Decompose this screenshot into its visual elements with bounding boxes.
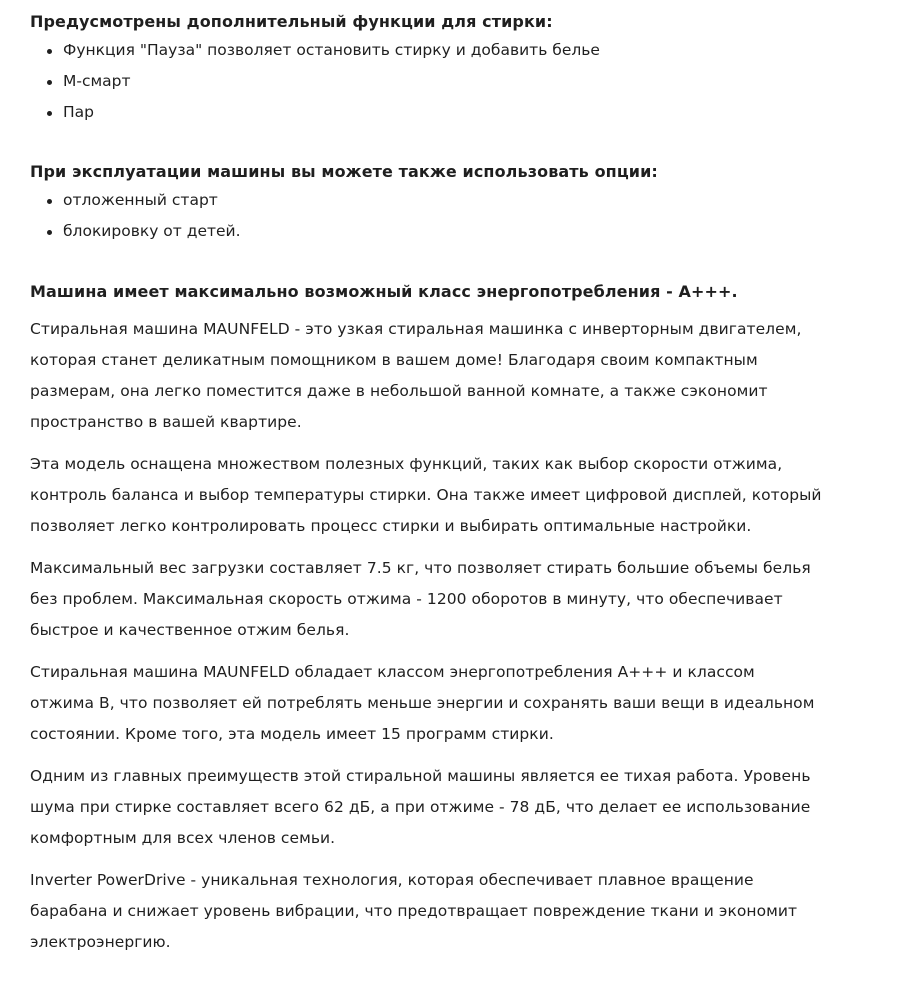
paragraph-line: электроэнергию.	[30, 933, 171, 951]
list-item: М-смарт	[63, 66, 911, 97]
paragraph-line: барабана и снижает уровень вибрации, что предотвращает повреждение ткани и экономит	[30, 902, 798, 920]
paragraph-line: Одним из главных преимуществ этой стиральной машины является ее тихая работа. Уровень	[30, 767, 811, 785]
paragraph-line: которая станет деликатным помощником в вашем доме! Благодаря своим компактным	[30, 351, 758, 369]
paragraph-line: быстрое и качественное отжим белья.	[30, 621, 350, 639]
paragraph	[30, 761, 911, 854]
options-list	[30, 185, 911, 247]
paragraph-line: шума при стирке составляет всего 62 дБ, а при отжиме - 78 дБ, что делает ее использование	[30, 798, 811, 816]
paragraph-line: Максимальный вес загрузки составляет 7.5 кг, что позволяет стирать большие объемы белья	[30, 559, 811, 577]
list-item: отложенный старт	[63, 185, 911, 216]
paragraph-line: отжима В, что позволяет ей потреблять меньше энергии и сохранять ваши вещи в идеальном	[30, 694, 815, 712]
paragraph	[30, 449, 911, 542]
paragraph-line: Стиральная машина MAUNFELD обладает классом энергопотребления А+++ и классом	[30, 663, 755, 681]
paragraph-line: позволяет легко контролировать процесс стирки и выбирать оптимальные настройки.	[30, 517, 752, 535]
paragraph	[30, 657, 911, 750]
paragraph-line: размерам, она легко поместится даже в небольшой ванной комнате, а также сэкономит	[30, 382, 768, 400]
paragraph-line: контроль баланса и выбор температуры стирки. Она также имеет цифровой дисплей, который	[30, 486, 822, 504]
features-heading: Предусмотрены дополнительный функции для стирки:	[30, 12, 553, 31]
paragraph-line: пространство в вашей квартире.	[30, 413, 302, 431]
paragraph-line: комфортным для всех членов семьи.	[30, 829, 336, 847]
paragraph-line: Стиральная машина MAUNFELD - это узкая стиральная машинка с инверторным двигателем,	[30, 320, 802, 338]
paragraph-line: без проблем. Максимальная скорость отжима - 1200 оборотов в минуту, что обеспечивает	[30, 590, 783, 608]
list-item: Пар	[63, 97, 911, 128]
paragraph	[30, 865, 911, 958]
energy-class-heading: Машина имеет максимально возможный класс энергопотребления - А+++.	[30, 282, 738, 301]
paragraph	[30, 553, 911, 646]
features-list	[30, 35, 911, 128]
paragraph-line: Inverter PowerDrive - уникальная технология, которая обеспечивает плавное вращение	[30, 871, 754, 889]
list-item: блокировку от детей.	[63, 216, 911, 247]
paragraph	[30, 314, 911, 438]
paragraph-line: Эта модель оснащена множеством полезных функций, таких как выбор скорости отжима,	[30, 455, 783, 473]
list-item: Функция "Пауза" позволяет остановить стирку и добавить белье	[63, 35, 911, 66]
paragraph-line: состоянии. Кроме того, эта модель имеет 15 программ стирки.	[30, 725, 554, 743]
options-heading: При эксплуатации машины вы можете также использовать опции:	[30, 162, 658, 181]
